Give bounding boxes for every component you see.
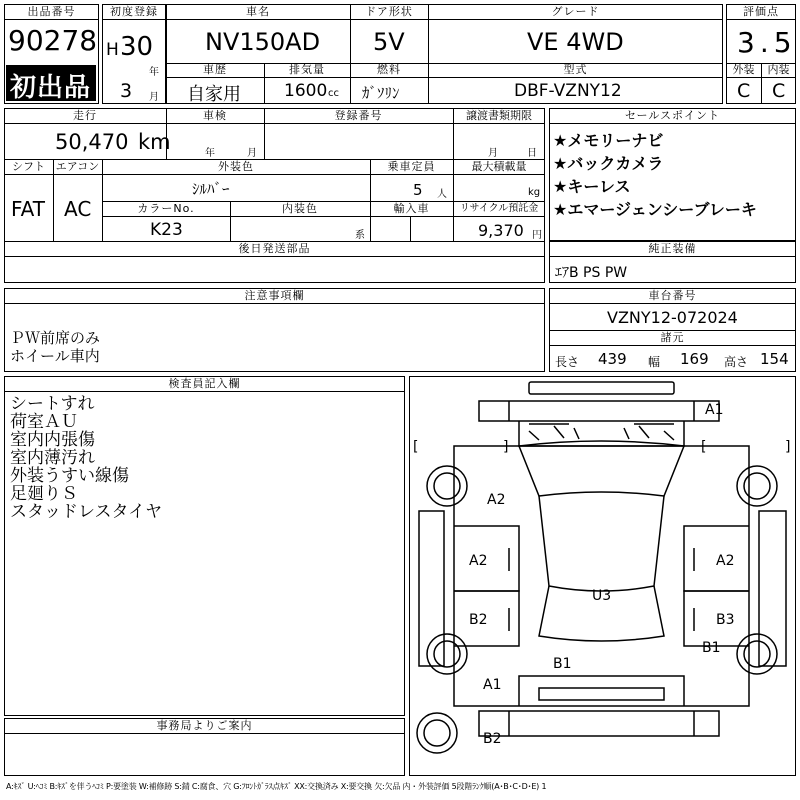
transfer-day-unit: 日 xyxy=(527,148,537,159)
recycle-label: リサイクル預託金 xyxy=(459,203,539,214)
width-label: 幅 xyxy=(648,355,661,369)
equipment-value: ｴｱB PS PW xyxy=(555,265,628,281)
lot-label: 出品番号 xyxy=(27,5,76,18)
damage-mark: B1 xyxy=(553,656,572,672)
note-line: ＰＷ前席のみ xyxy=(10,329,101,347)
exterior-grade: C xyxy=(737,80,751,102)
history-label: 車歴 xyxy=(203,63,227,76)
chassis-label: 車台番号 xyxy=(648,289,697,302)
inspector-line: 室内薄汚れ xyxy=(10,448,95,468)
damage-mark: A2 xyxy=(716,553,735,569)
door-label: ドア形状 xyxy=(365,5,413,18)
bracket: [ xyxy=(701,439,707,455)
model-code: DBF-VZNY12 xyxy=(514,81,622,101)
bracket: ] xyxy=(503,439,509,455)
inspector-line: 室内内張傷 xyxy=(10,430,95,450)
damage-mark: B1 xyxy=(702,640,721,656)
mileage-label: 走行 xyxy=(73,109,97,122)
height-label: 高さ xyxy=(724,355,749,369)
sales-point: ★メモリーナビ xyxy=(553,131,664,150)
sales-point: ★キーレス xyxy=(553,177,631,196)
color-no-label: カラーNo. xyxy=(137,202,195,215)
car-name-label: 車名 xyxy=(246,5,270,18)
sales-points-label: セールスポイント xyxy=(624,109,720,122)
doors: 5V xyxy=(373,28,405,56)
shift: FAT xyxy=(11,197,46,221)
damage-mark: B3 xyxy=(716,612,735,628)
displacement-label: 排気量 xyxy=(289,63,325,76)
plate-label: 登録番号 xyxy=(334,109,383,122)
height: 154 xyxy=(760,350,789,368)
width: 169 xyxy=(680,350,709,368)
int-color-unit: 系 xyxy=(355,230,365,241)
length: 439 xyxy=(598,350,627,368)
inspection-label: 車検 xyxy=(203,109,227,122)
grade-label: グレード xyxy=(551,5,600,18)
bracket: [ xyxy=(413,439,419,455)
inspector-line: シートすれ xyxy=(10,394,95,414)
inspector-label: 検査員記入欄 xyxy=(168,377,241,390)
displacement-unit: cc xyxy=(328,88,339,99)
inspection-year-unit: 年 xyxy=(205,148,215,159)
reg-month: 3 xyxy=(120,80,133,102)
int-color-label: 内装色 xyxy=(282,202,318,215)
first-listing-label: 初出品 xyxy=(10,73,92,103)
interior-label: 内装 xyxy=(767,63,790,76)
damage-mark: A1 xyxy=(705,402,724,418)
damage-mark: A2 xyxy=(487,492,506,508)
damage-mark: A2 xyxy=(469,553,488,569)
bracket: ] xyxy=(785,439,791,455)
color-no: K23 xyxy=(150,220,183,240)
length-label: 長さ xyxy=(555,355,580,369)
damage-mark: A1 xyxy=(483,677,502,693)
month-unit: 月 xyxy=(149,92,159,103)
damage-mark: U3 xyxy=(592,588,612,604)
notes-content xyxy=(10,329,100,365)
max-load-label: 最大積載量 xyxy=(471,160,527,173)
damage-mark: B2 xyxy=(483,731,502,747)
history: 自家用 xyxy=(187,84,241,105)
import-label: 輸入車 xyxy=(393,202,430,215)
mileage-unit: km xyxy=(138,130,171,154)
dims-label: 諸元 xyxy=(660,331,685,344)
sales-point: ★バックカメラ xyxy=(553,154,664,173)
office-label: 事務局よりご案内 xyxy=(156,719,253,732)
mileage: 50,470 xyxy=(55,130,129,154)
era: H xyxy=(106,40,119,60)
capacity-unit: 人 xyxy=(437,189,447,200)
recycle-fee: 9,370 xyxy=(478,221,524,240)
displacement: 1600 xyxy=(284,81,328,101)
inspector-content xyxy=(10,395,162,521)
ac: AC xyxy=(64,197,92,221)
interior-grade: C xyxy=(772,80,786,102)
max-load-unit: kg xyxy=(528,187,541,198)
score-label: 評価点 xyxy=(743,5,779,18)
notes-label: 注意事項欄 xyxy=(244,289,305,302)
equipment-label: 純正装備 xyxy=(648,242,697,255)
inspection-month-unit: 月 xyxy=(247,148,257,159)
capacity: 5 xyxy=(413,181,423,199)
ext-color: ｼﾙﾊﾞｰ xyxy=(192,180,230,198)
grade: VE 4WD xyxy=(527,28,624,56)
shift-label: シフト xyxy=(12,160,45,173)
chassis-number: VZNY12-072024 xyxy=(607,308,738,327)
damage-mark: B2 xyxy=(469,612,488,628)
reg-year: 30 xyxy=(120,32,154,62)
fuel: ｶﾞｿﾘﾝ xyxy=(362,84,400,102)
transfer-month-unit: 月 xyxy=(488,148,498,159)
model-code-label: 型式 xyxy=(563,63,588,76)
recycle-unit: 円 xyxy=(532,230,542,241)
inspector-line: 外装うすい線傷 xyxy=(10,466,129,486)
inspector-line: スタッドレスタイヤ xyxy=(10,502,163,522)
car-diagram xyxy=(409,376,796,776)
inspector-line: 荷室ＡＵ xyxy=(10,412,78,432)
later-parts-label: 後日発送部品 xyxy=(238,242,311,255)
first-reg-label: 初度登録 xyxy=(110,5,158,18)
legend: A:ｷｽﾞ U:ﾍｺﾐ B:ｷｽﾞを伴うﾍｺﾐ P:要塗装 W:補修跡 S:錆 C:腐食、穴 G:ﾌﾛﾝﾄｶﾞﾗｽ点ｷｽﾞ XX:交換済み X:要交換 欠:欠品 内・外装評価 5段階ﾗﾝｸ順(A･B･C･D･E) 1 xyxy=(6,782,547,791)
year-unit: 年 xyxy=(149,67,159,78)
inspector-line: 足廻りＳ xyxy=(10,484,78,504)
score: 3.5 xyxy=(737,26,797,59)
capacity-label: 乗車定員 xyxy=(387,160,436,173)
ac-label: エアコン xyxy=(55,160,100,173)
exterior-label: 外装 xyxy=(732,63,755,76)
lot-number: 90278 xyxy=(8,24,98,57)
ext-color-label: 外装色 xyxy=(218,160,254,173)
sales-point: ★エマージェンシーブレーキ xyxy=(553,200,757,219)
car-name: NV150AD xyxy=(205,28,321,56)
transfer-label: 譲渡書類期限 xyxy=(466,109,532,122)
note-line: ホイール車内 xyxy=(10,347,100,365)
fuel-label: 燃料 xyxy=(377,63,401,76)
